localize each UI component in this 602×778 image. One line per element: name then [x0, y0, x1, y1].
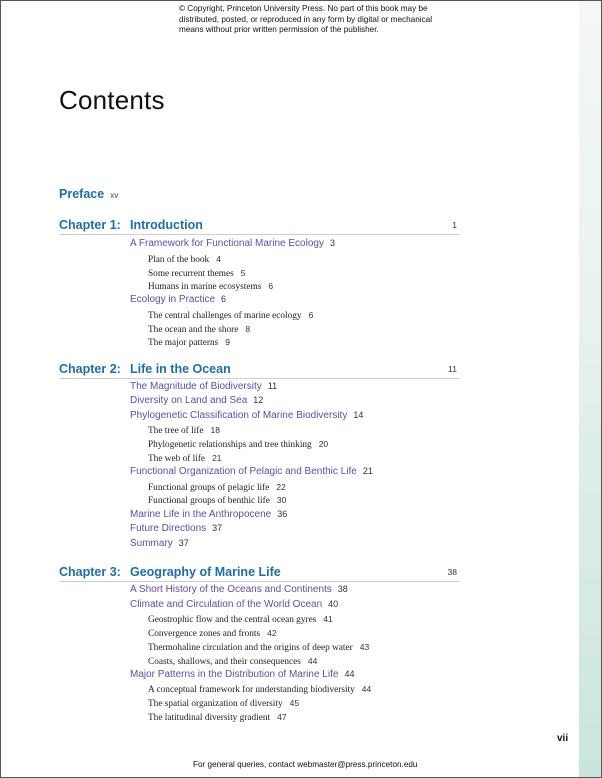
section-page: 36: [277, 509, 288, 519]
subsection-label: Some recurrent themes: [148, 269, 234, 279]
subsection-label: A conceptual framework for understanding biodiversity: [148, 685, 355, 695]
section-page: 37: [178, 538, 189, 548]
toc-subsection[interactable]: [148, 495, 286, 506]
subsection-page: 18: [210, 425, 220, 435]
toc-subsection[interactable]: [148, 425, 220, 436]
subsection-page: 5: [240, 268, 246, 278]
section-label: Major Patterns in the Distribution of Marine Life: [130, 669, 339, 680]
subsection-page: 4: [216, 254, 221, 264]
toc-subsection[interactable]: [148, 453, 222, 464]
section-page: 6: [221, 294, 227, 304]
subsection-page: 45: [289, 698, 300, 708]
subsection-label: Functional groups of benthic life: [148, 496, 270, 506]
subsection-label: Thermohaline circulation and the origins of deep water: [148, 643, 353, 653]
toc-subsection[interactable]: [148, 684, 371, 695]
toc-subsection[interactable]: [148, 268, 245, 279]
toc-subsection[interactable]: [148, 482, 286, 493]
page-title: Contents: [59, 85, 165, 115]
section-label: Marine Life in the Anthropocene: [130, 509, 272, 520]
toc-subsection[interactable]: [148, 337, 230, 348]
subsection-label: Convergence zones and fronts: [148, 629, 261, 639]
subsection-label: The ocean and the shore: [148, 325, 239, 335]
chapter-number: Chapter 3:: [59, 565, 121, 579]
toc-section[interactable]: [130, 509, 287, 520]
toc-subsection[interactable]: [148, 628, 277, 639]
toc-subsection[interactable]: [148, 642, 369, 653]
section-label: The Magnitude of Biodiversity: [130, 381, 262, 392]
subsection-page: 8: [245, 324, 251, 334]
subsection-label: Humans in marine ecosystems: [148, 282, 262, 292]
section-page: 3: [329, 238, 335, 248]
subsection-label: Plan of the book: [148, 255, 210, 265]
preface-page: xv: [110, 191, 119, 200]
section-label: Ecology in Practice: [130, 294, 216, 305]
toc-section[interactable]: [130, 669, 354, 680]
subsection-page: 21: [212, 453, 222, 463]
chapter-2-heading[interactable]: [59, 362, 460, 379]
toc-subsection[interactable]: [148, 614, 333, 625]
subsection-page: 6: [268, 281, 274, 291]
section-page: 14: [353, 410, 364, 420]
toc-section[interactable]: [130, 599, 338, 610]
toc-subsection[interactable]: [148, 439, 328, 450]
chapter-number: Chapter 1:: [59, 218, 121, 232]
subsection-label: Geostrophic flow and the central ocean gyres: [148, 615, 317, 625]
subsection-label: Functional groups of pelagic life: [148, 483, 270, 493]
toc-subsection[interactable]: [148, 712, 287, 723]
section-label: Phylogenetic Classification of Marine Biodiversity: [130, 410, 348, 421]
subsection-page: 43: [359, 642, 370, 652]
side-color-band: [579, 1, 601, 777]
chapter-page: 1: [452, 220, 457, 230]
section-page: 38: [337, 584, 348, 594]
toc-section[interactable]: [130, 584, 348, 595]
chapter-title: Geography of Marine Life: [130, 565, 281, 579]
chapter-title: Life in the Ocean: [130, 362, 231, 376]
footer-notice: For general queries, contact webmaster@press.princeton.edu: [193, 760, 418, 769]
chapter-page: 11: [448, 364, 457, 374]
toc-subsection[interactable]: [148, 310, 313, 321]
subsection-page: 44: [307, 656, 318, 666]
section-label: A Short History of the Oceans and Continents: [130, 584, 332, 595]
toc-section[interactable]: [130, 410, 363, 421]
subsection-page: 44: [361, 684, 372, 694]
toc-section[interactable]: [130, 523, 222, 534]
toc-section[interactable]: [130, 538, 189, 549]
section-label: Summary: [130, 538, 173, 549]
subsection-page: 9: [225, 337, 230, 347]
subsection-label: Coasts, shallows, and their consequences: [148, 657, 301, 667]
copyright-notice: © Copyright, Princeton University Press. No part of this book may be distributed, posted, or reproduced in any form by digital or mechanical means without prior written permission of the publisher.: [179, 4, 433, 35]
toc-subsection[interactable]: [148, 281, 273, 292]
section-label: Functional Organization of Pelagic and Benthic Life: [130, 466, 357, 477]
toc-section[interactable]: [130, 466, 373, 477]
section-page: 37: [212, 523, 223, 533]
subsection-label: The major patterns: [148, 338, 219, 348]
chapter-3-heading[interactable]: [59, 565, 460, 582]
subsection-page: 41: [323, 614, 333, 624]
chapter-page: 38: [447, 567, 457, 577]
toc-preface[interactable]: [59, 187, 118, 201]
subsection-page: 20: [318, 439, 329, 449]
toc-section[interactable]: [130, 395, 263, 406]
subsection-label: Phylogenetic relationships and tree thinking: [148, 440, 312, 450]
subsection-label: The tree of life: [148, 426, 204, 436]
subsection-label: The latitudinal diversity gradient: [148, 713, 271, 723]
toc-section[interactable]: [130, 381, 277, 392]
page-folio: vii: [557, 733, 569, 744]
subsection-page: 22: [276, 482, 286, 492]
preface-label: Preface: [59, 187, 105, 201]
section-page: 11: [267, 381, 278, 391]
toc-subsection[interactable]: [148, 656, 317, 667]
chapter-number: Chapter 2:: [59, 362, 121, 376]
toc-section[interactable]: [130, 294, 226, 305]
subsection-page: 42: [267, 628, 277, 638]
toc-subsection[interactable]: [148, 254, 221, 265]
subsection-label: The web of life: [148, 454, 206, 464]
section-page: 40: [328, 599, 339, 609]
section-label: Diversity on Land and Sea: [130, 395, 248, 406]
section-page: 21: [362, 466, 373, 476]
subsection-page: 6: [308, 310, 314, 320]
section-label: A Framework for Functional Marine Ecology: [130, 238, 324, 249]
toc-subsection[interactable]: [148, 324, 250, 335]
subsection-page: 30: [276, 495, 287, 505]
section-label: Climate and Circulation of the World Ocean: [130, 599, 323, 610]
subsection-label: The spatial organization of diversity: [148, 699, 283, 709]
chapter-title: Introduction: [130, 218, 203, 232]
toc-subsection[interactable]: [148, 698, 299, 709]
section-page: 12: [253, 395, 264, 405]
chapter-1-heading[interactable]: [59, 218, 460, 235]
section-page: 44: [344, 669, 355, 679]
subsection-page: 47: [277, 712, 287, 722]
subsection-label: The central challenges of marine ecology: [148, 311, 302, 321]
toc-section[interactable]: [130, 238, 335, 249]
section-label: Future Directions: [130, 523, 207, 534]
